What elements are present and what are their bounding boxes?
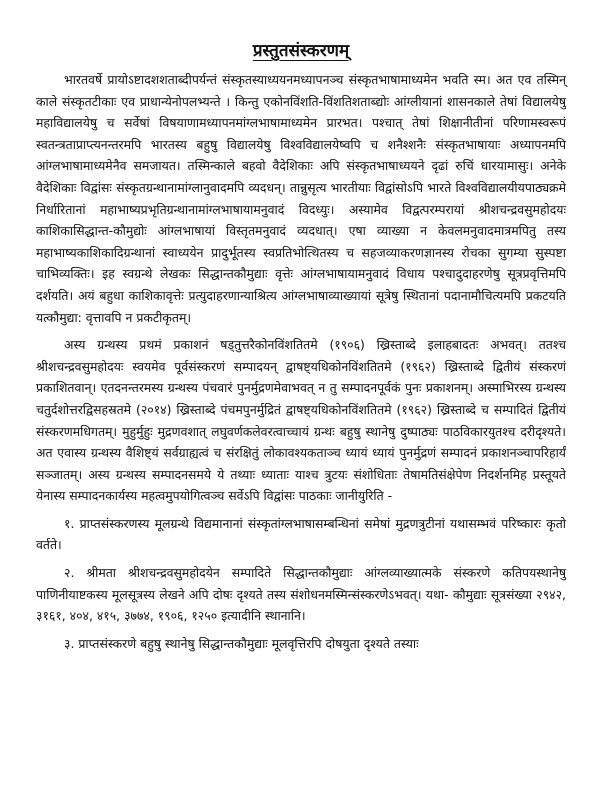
paragraph-intro: भारतवर्षे प्रायोऽष्टादशशताब्दीपर्यन्तं संस्कृतस्याध्ययनमध्यापनञ्च संस्कृतभाषामाध्यमेन भवति स्म। अत एव तस्मिन् काले संस्कृतटीकाः एव प्राधान्येनोपलभ्यन्ते । किन्तु एकोनविंशति-विंशतिशताब्द्योः आंग्लीयानां शासनकाले तेषां विद्यालयेषु महाविद्यालयेषु च सर्वेषां विषयाणामध्यापनमांग्लभाषामाध्यमेन प्रारभत। पश्चात् तेषां शिक्षानीतीनां परिणामस्वरूपं स्वतन्त्रताप्राप्त्यनन्तरमपि भारतस्य बहुषु विद्यालयेषु विश्वविद्यालयेष्वपि च शनैश्शनैः संस्कृतभाषायाः अध्यापनमपि आंग्लभाषामाध्यमेनैव समजायत। तस्मिन्काले बहवो वैदेशिकाः अपि संस्कृतभाषाध्ययने दृढां रुचिं धारयामासुः। अनेके वैदेशिकाः विद्वांसः संस्कृतग्रन्थानामांग्लानुवादमपि व्यदधन्। तान्नुसृत्य भारतीयाः विद्वांसोऽपि भारते विश्वविद्यालयीयपाठ्यक्रमे निर्धारितानां महाभाष्यप्रभृतिग्रन्थानामांग्लभाषायामनुवादं विदध्युः। अस्यामेव विद्वत्परम्परायां श्रीशचन्द्रवसुमहोदयः काशिकासिद्धान्त-कौमुद्योः आंग्लभाषायां विस्तृतमनुवादं व्यदधात्। एषा व्याख्या न केवलमनुवादमात्रमपितु तस्य महाभाष्यकाशिकादिग्रन्थानां स्वाध्ययेन प्रादुर्भूतस्य स्वप्रतिभोत्थितस्य च सहजव्याकरणज्ञानस्य रोचका सुगम्या सुस्पष्टा चाभिव्यक्तिः। इह स्वग्रन्थे लेखकः सिद्धान्तकौमुद्याः वृत्तेः आंग्लभाषायामनुवादं विधाय पश्चादुदाहरणेषु सूत्रप्रवृत्तिमपि दर्शयति। अयं बहुधा काशिकावृत्तेः प्रत्युदाहरणान्याश्रित्य आंग्लभाषाव्याख्यायां सूत्रेषु स्थितानां पदानामौचित्यमपि प्रकटयति यत्कौमुद्या: वृत्तावपि न प्रकटीकृतम्। xyxy=(36,72,566,325)
paragraph-editions: अस्य ग्रन्थस्य प्रथमं प्रकाशनं षड्तुत्तरैकोनविंशतितमे (१९०६) ख्रिस्ताब्दे इलाहबादतः अभवत्। ततश्च श्रीशचन्द्रवसुमहोदयः स्वयमेव पूर्वसंस्करणं सम्पादयन् द्वाषष्ट्यधिकोनविंशतितमे (१९६२) ख्रिस्ताब्दे द्वितीयं संस्करणं प्रकाशितवान्। एतदनन्तरमस्य ग्रन्थस्य पंचवारं पुनर्मुद्रणमेवाभवत् न तु सम्पादनपूर्वकं पुनः प्रकाशनम्। अस्माभिरस्य ग्रन्थस्य चतुर्दशोत्तरद्विसहस्रतमे (२०१४) ख्रिस्ताब्दे पंचमपुनर्मुद्रितं द्वाषष्ट्यधिकोनविंशतितमे (१९६२) ख्रिस्ताब्दे च सम्पादितं द्वितीयं संस्करणमधिगतम्। मुहुर्मुहुः मुद्रणवशात् लघुवर्णकलेवरत्वाच्चायं ग्रन्थः बहुषु स्थानेषु दुष्पाठ्यः पाठविकारयुतश्च दरीदृश्यते। अत एवास्य ग्रन्थस्य वैशिष्ट्यं सर्वग्राह्यत्वं च संरक्षितुं लोकावश्यकताञ्च ध्यायं ध्यायं पुनर्मुद्रणं सम्पादनं प्रकाशनञ्चापरिहार्यं सञ्जातम्। अस्य ग्रन्थस्य सम्पादनसमये ये तथ्याः ध्याताः याश्च त्रुटयः संशोधिताः तेषामतिसंक्षेपेण निदर्शनमिह प्रस्तूयते येनास्य सम्पादनकार्यस्य महत्वमुपयोगित्वञ्च सर्वेऽपि विद्वांसः पाठकाः जानीयुरिति - xyxy=(36,337,566,504)
list-item-1: १. प्राप्तसंस्करणस्य मूलग्रन्थे विद्यमानानां संस्कृतांग्लभाषासम्बन्धिनां समेषां मुद्रणत्रुटीनां यथासम्भवं परिष्कारः कृतो वर्तते। xyxy=(36,515,566,553)
list-item-2: २. श्रीमता श्रीशचन्द्रवसुमहोदयेन सम्पादिते सिद्धान्तकौमुद्याः आंग्लव्याख्यात्मके संस्करणे कतिपयस्थानेषु पाणिनीयाष्टकस्य मूलसूत्रस्य लेखने अपि दोषः दृश्यते तस्य संशोधनमस्मिन्संस्करणेऽभवत्। यथा- कौमुद्याः सूत्रसंख्या २९४२, ३१६१, ४०४, ४१५, ३७७४, १९०६, १२५० इत्यादीनि स्थानानि। xyxy=(36,565,566,624)
list-item-3: ३. प्राप्तसंस्करणे बहुषु स्थानेषु सिद्धान्तकौमुद्याः मूलवृत्तिरपि दोषयुता दृश्यते तस्याः xyxy=(64,635,419,651)
page-title: प्रस्तुतसंस्करणम् xyxy=(252,41,350,61)
